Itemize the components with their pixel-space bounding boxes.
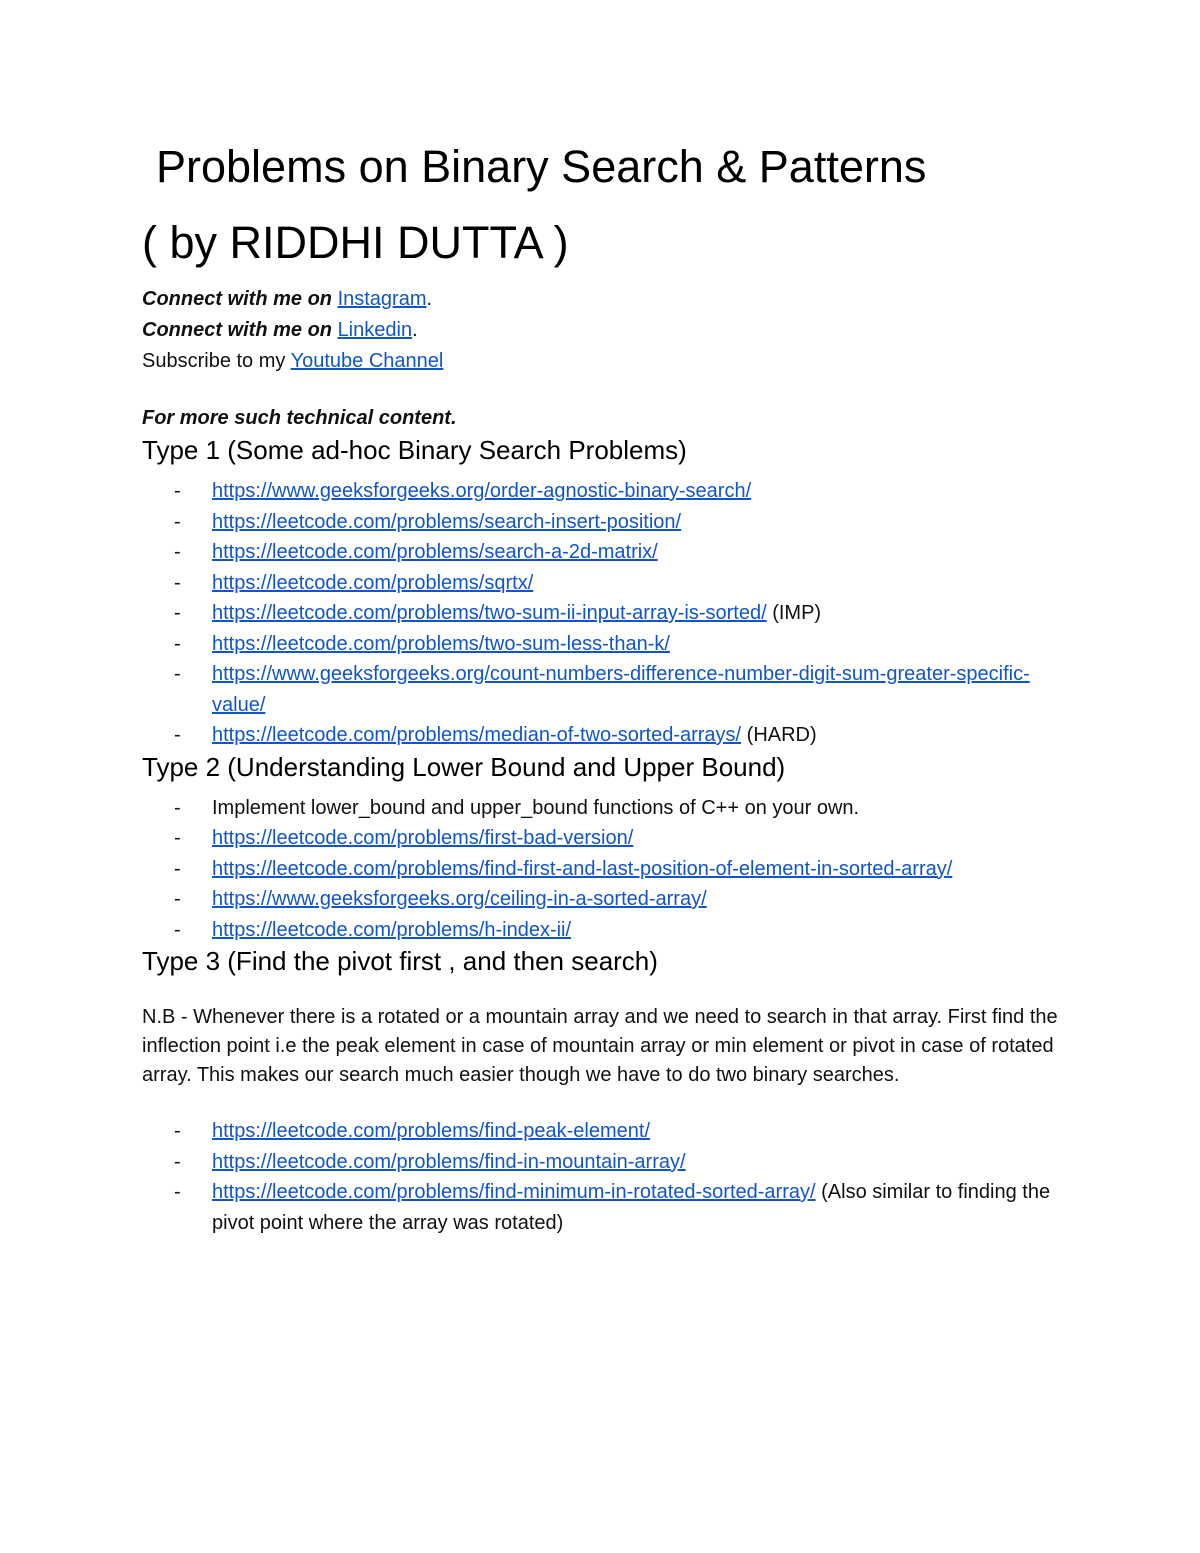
bullet-dash: - bbox=[174, 602, 181, 624]
problem-link[interactable]: https://leetcode.com/problems/find-peak-element/ bbox=[212, 1120, 650, 1142]
problem-link[interactable]: https://leetcode.com/problems/search-a-2d-matrix/ bbox=[212, 541, 658, 563]
document-page bbox=[142, 140, 1072, 1238]
problem-link[interactable]: https://leetcode.com/problems/search-insert-position/ bbox=[212, 510, 682, 533]
bullet-dash: - bbox=[174, 1120, 181, 1142]
list-item bbox=[142, 1177, 1072, 1238]
instagram-prefix: Connect with me on bbox=[142, 288, 338, 310]
problem-link[interactable]: https://leetcode.com/problems/sqrtx/ bbox=[212, 571, 534, 594]
document-author: ( by RIDDHI DUTTA ) bbox=[142, 217, 569, 268]
list-item bbox=[142, 823, 1072, 854]
list-item bbox=[142, 854, 1072, 885]
linkedin-prefix: Connect with me on bbox=[142, 319, 338, 341]
tagline: For more such technical content. bbox=[142, 407, 457, 429]
bullet-dash: - bbox=[174, 888, 181, 910]
list-item bbox=[142, 629, 1072, 660]
problem-link[interactable]: https://leetcode.com/problems/find-first-and-last-position-of-element-in-sorted-array/ bbox=[212, 857, 953, 880]
list-item bbox=[142, 507, 1072, 538]
instagram-line bbox=[142, 284, 1072, 315]
list-item bbox=[142, 915, 1072, 946]
bullet-dash: - bbox=[174, 827, 181, 849]
problem-link[interactable]: https://leetcode.com/problems/two-sum-ii-input-array-is-sorted/ bbox=[212, 602, 767, 624]
bullet-dash: - bbox=[174, 632, 181, 655]
list-item bbox=[142, 884, 1072, 915]
bullet-dash: - bbox=[174, 796, 181, 819]
problem-link[interactable]: https://leetcode.com/problems/two-sum-less-than-k/ bbox=[212, 632, 670, 655]
section-list-type-1 bbox=[142, 476, 1072, 751]
problem-link[interactable]: https://www.geeksforgeeks.org/order-agnostic-binary-search/ bbox=[212, 480, 752, 502]
list-item bbox=[142, 568, 1072, 599]
youtube-line bbox=[142, 346, 1072, 377]
section-heading-type-2: Type 2 (Understanding Lower Bound and Upper Bound) bbox=[142, 751, 786, 782]
list-item bbox=[142, 598, 1072, 629]
section-note: N.B - Whenever there is a rotated or a mountain array and we need to search in that array. First find the inflection point i.e the peak element in case of mountain array or min element or pivot in case of rotated array. This makes our search much easier though we have to do two binary searches. bbox=[142, 1006, 1058, 1086]
bullet-dash: - bbox=[174, 1150, 181, 1173]
social-links bbox=[142, 284, 1072, 434]
problem-link[interactable]: https://www.geeksforgeeks.org/ceiling-in-a-sorted-array/ bbox=[212, 888, 707, 910]
section-list-type-3 bbox=[142, 1116, 1072, 1238]
problem-note: (Also similar to finding the pivot point where the array was rotated) bbox=[212, 1181, 1051, 1234]
list-item bbox=[142, 720, 1072, 751]
list-item bbox=[142, 1147, 1072, 1178]
list-item-text: Implement lower_bound and upper_bound functions of C++ on your own. bbox=[212, 796, 860, 819]
bullet-dash: - bbox=[174, 541, 181, 563]
linkedin-suffix: . bbox=[412, 319, 418, 341]
problem-note: (IMP) bbox=[766, 602, 822, 624]
bullet-dash: - bbox=[174, 663, 181, 685]
bullet-dash: - bbox=[174, 857, 181, 880]
section-list-type-2 bbox=[142, 793, 1072, 946]
problem-link[interactable]: https://leetcode.com/problems/h-index-ii/ bbox=[212, 918, 572, 941]
youtube-prefix: Subscribe to my bbox=[142, 350, 291, 372]
bullet-dash: - bbox=[174, 918, 181, 941]
bullet-dash: - bbox=[174, 510, 181, 533]
bullet-dash: - bbox=[174, 480, 181, 502]
list-item bbox=[142, 793, 1072, 824]
bullet-dash: - bbox=[174, 724, 181, 746]
problem-link[interactable]: https://leetcode.com/problems/find-in-mountain-array/ bbox=[212, 1150, 686, 1173]
list-item bbox=[142, 1116, 1072, 1147]
problem-link[interactable]: https://www.geeksforgeeks.org/count-numbers-difference-number-digit-sum-greater-specific-value/ bbox=[212, 663, 1030, 716]
document-title: Problems on Binary Search & Patterns bbox=[156, 141, 927, 192]
section-heading-type-3: Type 3 (Find the pivot first , and then search) bbox=[142, 946, 658, 976]
list-item bbox=[142, 537, 1072, 568]
linkedin-link[interactable]: Linkedin bbox=[337, 319, 413, 341]
section-heading-type-1: Type 1 (Some ad-hoc Binary Search Problems) bbox=[142, 435, 687, 465]
problem-note: (HARD) bbox=[741, 724, 817, 746]
instagram-link[interactable]: Instagram bbox=[337, 288, 427, 310]
list-item bbox=[142, 476, 1072, 507]
problem-link[interactable]: https://leetcode.com/problems/find-minimum-in-rotated-sorted-array/ bbox=[212, 1181, 816, 1203]
list-item bbox=[142, 659, 1072, 720]
youtube-link[interactable]: Youtube Channel bbox=[290, 350, 444, 372]
bullet-dash: - bbox=[174, 1181, 181, 1203]
problem-link[interactable]: https://leetcode.com/problems/median-of-two-sorted-arrays/ bbox=[212, 724, 742, 746]
instagram-suffix: . bbox=[426, 288, 433, 310]
linkedin-line bbox=[142, 315, 1072, 346]
bullet-dash: - bbox=[174, 571, 181, 594]
problem-link[interactable]: https://leetcode.com/problems/first-bad-version/ bbox=[212, 827, 634, 849]
